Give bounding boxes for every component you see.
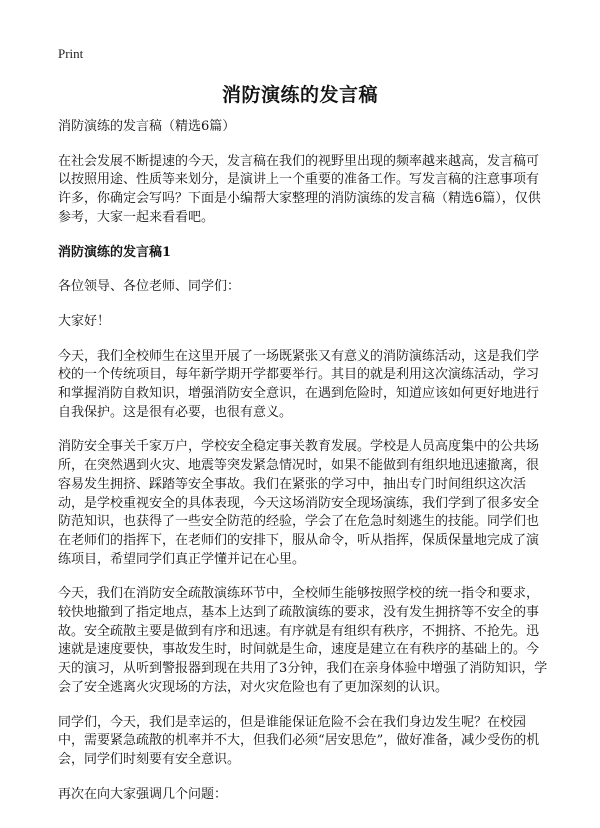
salutation: 各位领导、各位老师、同学们：: [58, 279, 241, 295]
body-paragraph-2: 消防安全事关千家万户，学校安全稳定事关教育发展。学校是人员高度集中的公共场所，在突然遇到火灾、地震等突发紧急情况时，如果不能做到有组织地迅速撤离，很容易发生拥挤、踩踏等安全事故。我们在紧张的学习中，抽出专门时间组织这次活动，是学校重视安全的具体表现，今天这场消防安全现场演练，我们学到了很多安全防范知识，也获得了一些安全防范的经验，学会了在危急时刻逃生的技能。同学们也在老师们的指挥下，在老师们的安排下，服从命令，听从指挥，保质保量地完成了演练项目，希望同学们真正学懂并记在心里。: [58, 439, 540, 567]
page-title: 消防演练的发言稿: [221, 84, 378, 106]
article-subtitle: 消防演练的发言稿（精选6篇）: [58, 119, 236, 134]
body-paragraph-1: 今天，我们全校师生在这里开展了一场既紧张又有意义的消防演练活动，这是我们学校的一个传统项目，每年新学期开学都要举行。其目的就是利用这次演练活动，学习和掌握消防自救知识，增强消防安全意识，在遇到危险时，知道应该如何更好地进行自我保护。这是很有必要，也很有意义。: [58, 348, 540, 420]
intro-paragraph: 在社会发展不断提速的今天，发言稿在我们的视野里出现的频率越来越高，发言稿可以按照用途、性质等来划分，是演讲上一个重要的准备工作。写发言稿的注意事项有许多，你确定会写吗？下面是小编帮大家整理的消防演练的发言稿（精选6篇），仅供参考，大家一起来看看吧。: [58, 153, 541, 225]
greeting: 大家好！: [58, 313, 111, 329]
body-paragraph-3: 今天，我们在消防安全疏散演练环节中，全校师生能够按照学校的统一指令和要求，较快地撤到了指定地点，基本上达到了疏散演练的要求，没有发生拥挤等不安全的事故。安全疏散主要是做到有序和迅速。有序就是有组织有秩序，不拥挤、不抢先。迅速就是速度要快，事故发生时，时间就是生命，速度是建立在有秩序的基础上的。今天的演习，从听到警报器到现在共用了3分钟，我们在亲身体验中增强了消防知识，学会了安全逃离火灾现场的方法，对火灾危险也有了更加深刻的认识。: [58, 586, 548, 695]
print-link[interactable]: Print: [58, 46, 84, 61]
article-body: [58, 118, 548, 820]
section-heading: 消防演练的发言稿1: [58, 244, 172, 260]
body-paragraph-5: 再次在向大家强调几个问题：: [58, 786, 228, 802]
body-paragraph-4: 同学们，今天，我们是幸运的，但是谁能保证危险不会在我们身边发生呢？在校园中，需要紧急疏散的机率并不大，但我们必须“居安思危”，做好准备，减少受伤的机会，同学们时刻要有安全意识。: [58, 714, 540, 767]
